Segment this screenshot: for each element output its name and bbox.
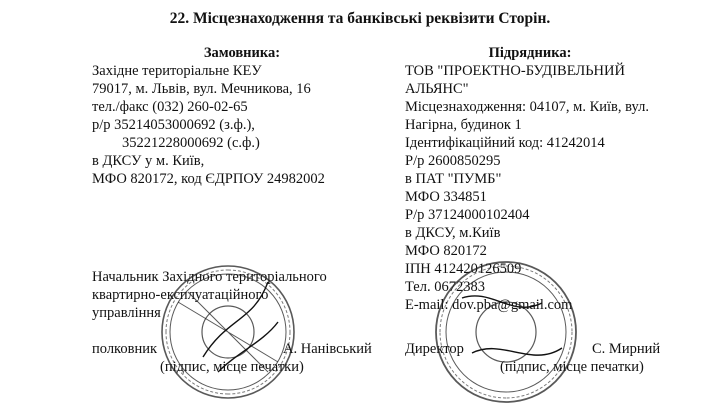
contractor-line: Нагірна, будинок 1 [405,117,522,133]
contractor-line: ІПН 412420126509 [405,261,522,277]
customer-position-line: Начальник Західного територіального [92,269,327,285]
contractor-signer-title: Директор [405,341,464,357]
contractor-seal-note: (підпис, місце печатки) [500,359,644,375]
customer-line: в ДКСУ у м. Київ, [92,153,205,169]
customer-line: р/р 35214053000692 (з.ф.), [92,117,255,133]
contractor-line: Р/р 2600850295 [405,153,501,169]
contractor-signer-name: С. Мирний [592,341,661,357]
contractor-line: ТОВ "ПРОЕКТНО-БУДІВЕЛЬНИЙ [405,63,625,79]
contractor-stamp-seal [432,258,580,406]
contractor-line: Місцезнаходження: 04107, м. Київ, вул. [405,99,649,115]
customer-rank: полковник [92,341,158,357]
customer-position-line: квартирно-експлуатаційного [92,287,269,303]
customer-line: 79017, м. Львів, вул. Мечникова, 16 [92,81,311,97]
customer-line: Західне територіальне КЕУ [92,63,262,79]
customer-signature-icon [203,282,278,372]
contractor-line: Тел. 0672383 [405,279,485,295]
customer-line: тел./факс (032) 260-02-65 [92,99,248,115]
customer-signer-name: А. Нанівський [283,341,372,357]
customer-line: 35221228000692 (с.ф.) [122,135,260,151]
contractor-line: E-mail: dov.pba@gmail.com [405,297,573,313]
customer-details [92,44,392,188]
customer-position-line: управління [92,305,161,321]
section-title: 22. Місцезнаходження та банківські реквізити Сторін. [169,10,551,27]
customer-line: МФО 820172, код ЄДРПОУ 24982002 [92,171,325,187]
contractor-line: Ідентифікаційний код: 41242014 [405,135,605,151]
contractor-line: Р/р 37124000102404 [405,207,530,223]
customer-seal-note: (підпис, місце печатки) [160,359,304,375]
contractor-line: в ДКСУ, м.Київ [405,225,501,241]
customer-heading: Замовника: [203,45,281,61]
contractor-line: в ПАТ "ПУМБ" [405,171,502,187]
contractor-line: МФО 334851 [405,189,487,205]
contractor-line: МФО 820172 [405,243,487,259]
contractor-line: АЛЬЯНС" [405,81,469,97]
customer-stamp-seal [158,262,298,402]
contractor-heading: Підрядника: [488,45,572,61]
